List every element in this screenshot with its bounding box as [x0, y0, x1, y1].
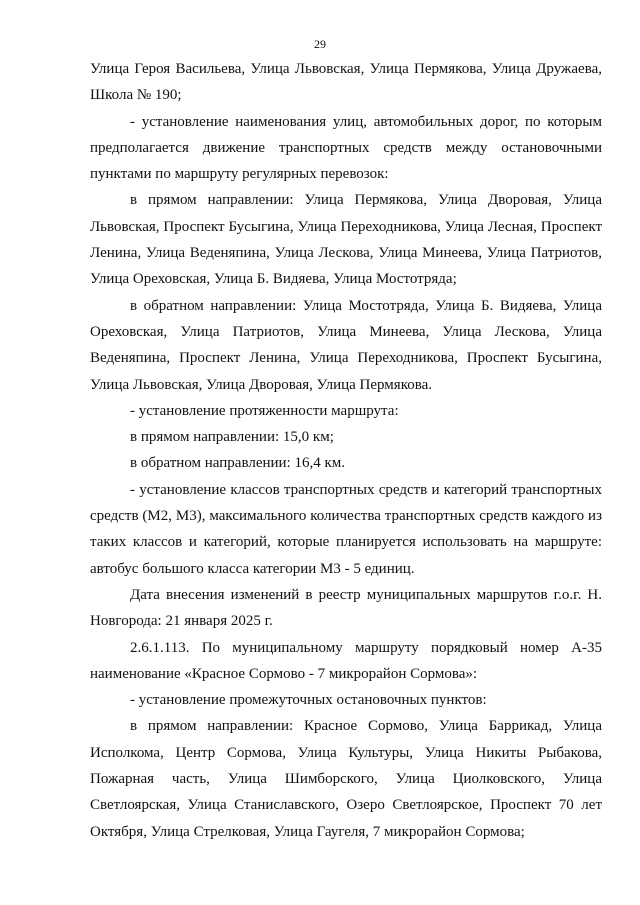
paragraph-vehicle-classes: - установление классов транспортных средств и категорий транспортных средств (М2, М3), максимального количества транспортных средств каждого из таких классов и категорий, которые планируется использовать на маршруте: автобус большого класса категории М3 - 5 единиц. [90, 481, 602, 577]
paragraph-forward-length: в прямом направлении: 15,0 км; [130, 429, 334, 446]
paragraph-route-length-heading: - установление протяженности маршрута: [130, 402, 399, 419]
paragraph-forward-direction-streets: в прямом направлении: Улица Пермякова, Улица Дворовая, Улица Львовская, Проспект Бусыгина, Улица Переходникова, Улица Лесная, Проспект Ленина, Улица Веденяпина, Улица Лескова, Улица Минеева, Улица Патриотов, Улица Ореховская, Улица Б. Видяева, Улица Мостотряда; [90, 192, 602, 288]
paragraph-reverse-length: в обратном направлении: 16,4 км. [130, 455, 346, 472]
paragraph-route-a35-heading: 2.6.1.113. По муниципальному маршруту порядковый номер А-35 наименование «Красное Сормово - 7 микрорайон Сормова»: [90, 639, 602, 682]
paragraph-stop-list-continued: Улица Героя Васильева, Улица Львовская, Улица Пермякова, Улица Дружаева, Школа № 190; [90, 61, 602, 104]
paragraph-registry-change-date: Дата внесения изменений в реестр муниципальных маршрутов г.о.г. Н. Новгорода: 21 января 2025 г. [90, 586, 602, 630]
paragraph-reverse-direction-streets: в обратном направлении: Улица Мостотряда, Улица Б. Видяева, Улица Ореховская, Улица Патриотов, Улица Минеева, Улица Лескова, Улица Веденяпина, Проспект Ленина, Улица Переходникова, Проспект Бусыгина, Улица Львовская, Улица Дворовая, Улица Пермякова. [90, 297, 602, 393]
paragraph-a35-forward-stops: в прямом направлении: Красное Сормово, Улица Баррикад, Улица Исполкома, Центр Сормова, Улица Культуры, Улица Никиты Рыбакова, Пожарная часть, Улица Шимборского, Улица Циолковского, Улица Светлоярская, Улица Станиславского, Озеро Светлоярское, Проспект 70 лет Октября, Улица Стрелковая, Улица Гаугеля, 7 микрорайон Сормова; [90, 718, 602, 840]
document-body [90, 56, 602, 845]
paragraph-street-names-heading: - установление наименования улиц, автомобильных дорог, по которым предполагается движение транспортных средств между остановочными пунктами по маршруту регулярных перевозок: [90, 113, 602, 183]
page-number: 29 [314, 37, 326, 51]
paragraph-intermediate-stops-heading: - установление промежуточных остановочных пунктов: [130, 692, 487, 709]
